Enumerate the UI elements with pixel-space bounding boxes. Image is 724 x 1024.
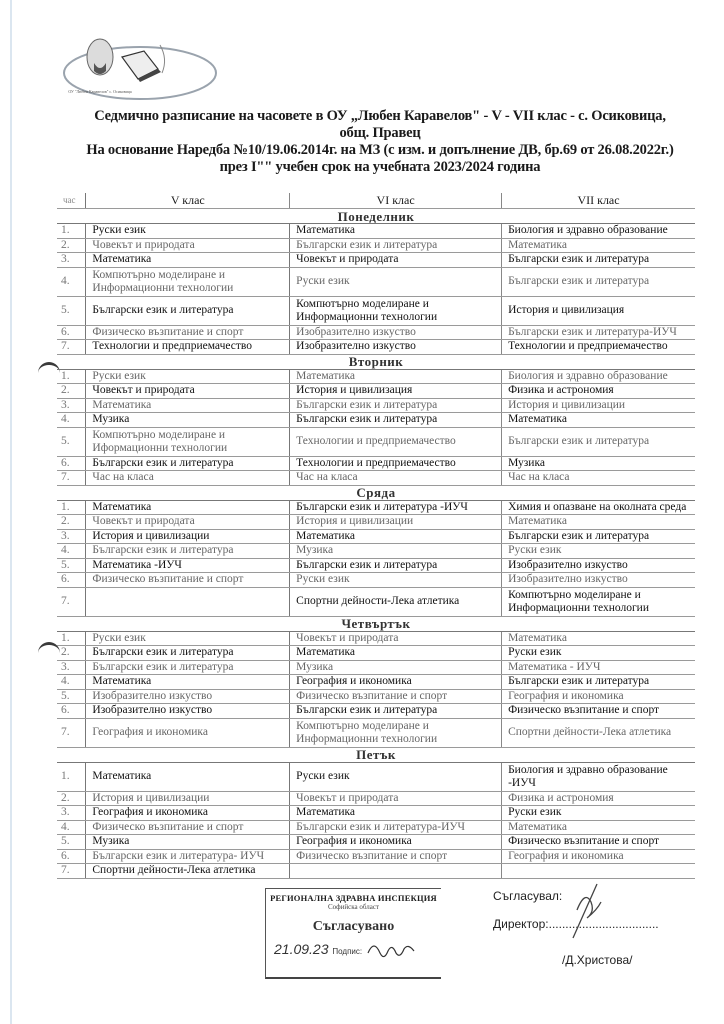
grade-6-cell: Математика — [290, 529, 502, 544]
grade-7-cell: Руски език — [502, 806, 695, 821]
grade-6-cell: Български език и литература — [290, 398, 502, 413]
grade-7-cell: Физика и астрономия — [502, 791, 695, 806]
grade-5-cell: Математика — [86, 762, 290, 791]
day-name: Петък — [57, 747, 695, 762]
hour-number-cell: 6. — [57, 573, 86, 588]
grade-5-cell: Компютърно моделиране и Иформационни технологии — [86, 427, 290, 456]
grade-6-cell: Изобразително изкуство — [290, 325, 502, 340]
grade-7-cell: Час на класа — [502, 471, 695, 486]
hour-number-cell: 5. — [57, 835, 86, 850]
grade-5-cell: Музика — [86, 413, 290, 428]
schedule-body — [57, 209, 695, 879]
column-header-hour: час — [57, 193, 86, 209]
day-header-row — [57, 747, 695, 762]
day-header-row — [57, 354, 695, 369]
table-row — [57, 791, 695, 806]
grade-6-cell: Физическо възпитание и спорт — [290, 849, 502, 864]
grade-6-cell: Изобразително изкуство — [290, 340, 502, 355]
grade-7-cell: Компютърно моделиране и Информационни технологии — [502, 587, 695, 616]
hour-number-cell: 2. — [57, 515, 86, 530]
hour-number-cell: 5. — [57, 427, 86, 456]
hour-number-cell: 1. — [57, 224, 86, 239]
hour-number-cell: 4. — [57, 820, 86, 835]
grade-6-cell: Български език и литература — [290, 704, 502, 719]
hour-number-cell: 4. — [57, 413, 86, 428]
grade-6-cell: Компютърно моделиране и Информационни технологии — [290, 718, 502, 747]
hour-number-cell: 3. — [57, 806, 86, 821]
grade-7-cell: Изобразително изкуство — [502, 558, 695, 573]
column-header-grade-5: V клас — [86, 193, 290, 209]
grade-6-cell: Час на класа — [290, 471, 502, 486]
grade-7-cell: Физическо възпитание и спорт — [502, 835, 695, 850]
grade-5-cell: Изобразително изкуство — [86, 689, 290, 704]
grade-6-cell: Спортни дейности-Лека атлетика — [290, 587, 502, 616]
day-name: Понеделник — [57, 209, 695, 224]
logo-caption: ОУ "Любен Каравелов" с. Осиковица — [68, 89, 132, 94]
hour-number-cell: 6. — [57, 849, 86, 864]
grade-5-cell: Човекът и природата — [86, 384, 290, 399]
hour-number-cell: 3. — [57, 529, 86, 544]
stamp-date: 21.09.23 — [274, 941, 329, 957]
grade-5-cell: Час на класа — [86, 471, 290, 486]
grade-6-cell: Български език и литература — [290, 558, 502, 573]
table-row — [57, 340, 695, 355]
grade-6-cell: История и цивилизация — [290, 384, 502, 399]
hour-number-cell: 3. — [57, 660, 86, 675]
grade-7-cell: История и цивилизация — [502, 296, 695, 325]
hour-number-cell: 6. — [57, 456, 86, 471]
table-row — [57, 253, 695, 268]
grade-6-cell: Човекът и природата — [290, 631, 502, 646]
hour-number-cell: 5. — [57, 689, 86, 704]
hour-number-cell: 2. — [57, 646, 86, 661]
title-line-2: общ. Правец — [339, 125, 421, 141]
grade-5-cell: Български език и литература — [86, 660, 290, 675]
table-row — [57, 762, 695, 791]
table-row — [57, 660, 695, 675]
grade-6-cell: Компютърно моделиране и Информационни технологии — [290, 296, 502, 325]
hour-number-cell: 1. — [57, 500, 86, 515]
day-header-row — [57, 616, 695, 631]
day-name: Вторник — [57, 354, 695, 369]
table-row — [57, 718, 695, 747]
hour-number-cell: 3. — [57, 253, 86, 268]
title-line-4: през I"" учебен срок на учебната 2023/2024 година — [219, 159, 541, 175]
table-row — [57, 456, 695, 471]
hour-number-cell: 3. — [57, 398, 86, 413]
grade-6-cell: Руски език — [290, 267, 502, 296]
table-row — [57, 820, 695, 835]
stamp-authority: РЕГИОНАЛНА ЗДРАВНА ИНСПЕКЦИЯ — [270, 893, 437, 903]
table-row — [57, 369, 695, 384]
day-name: Четвъртък — [57, 616, 695, 631]
title-line-3: На основание Наредба №10/19.06.2014г. на МЗ (с изм. и допълнение ДВ, бр.69 от 26.08.2022г.) — [86, 142, 674, 158]
grade-6-cell: История и цивилизации — [290, 515, 502, 530]
grade-7-cell: Изобразително изкуство — [502, 573, 695, 588]
grade-7-cell: Български език и литература — [502, 427, 695, 456]
grade-7-cell — [502, 864, 695, 879]
grade-6-cell: Човекът и природата — [290, 791, 502, 806]
table-row — [57, 267, 695, 296]
hour-number-cell: 5. — [57, 558, 86, 573]
day-header-row — [57, 485, 695, 500]
grade-6-cell: География и икономика — [290, 835, 502, 850]
grade-5-cell — [86, 587, 290, 616]
table-row — [57, 500, 695, 515]
hour-number-cell: 4. — [57, 544, 86, 559]
grade-6-cell: Български език и литература — [290, 238, 502, 253]
grade-7-cell: Български език и литература — [502, 675, 695, 690]
table-row — [57, 296, 695, 325]
grade-5-cell: Математика — [86, 253, 290, 268]
hour-number-cell: 2. — [57, 791, 86, 806]
table-row — [57, 224, 695, 239]
table-row — [57, 646, 695, 661]
table-row — [57, 398, 695, 413]
table-row — [57, 471, 695, 486]
grade-7-cell: Биология и здравно образование — [502, 224, 695, 239]
grade-7-cell: Руски език — [502, 544, 695, 559]
day-name: Сряда — [57, 485, 695, 500]
grade-7-cell: Български език и литература — [502, 253, 695, 268]
hour-number-cell: 6. — [57, 325, 86, 340]
grade-5-cell: Руски език — [86, 369, 290, 384]
grade-5-cell: Човекът и природата — [86, 238, 290, 253]
stamp-signature — [366, 941, 416, 959]
grade-5-cell: Математика — [86, 500, 290, 515]
hour-number-cell: 5. — [57, 296, 86, 325]
table-row — [57, 675, 695, 690]
stamp-date-line — [266, 941, 441, 959]
stamp-sign-label: Подпис: — [332, 947, 363, 956]
grade-7-cell: Математика — [502, 238, 695, 253]
hour-number-cell: 1. — [57, 631, 86, 646]
grade-6-cell: Музика — [290, 544, 502, 559]
grade-5-cell: Компютърно моделиране и Информационни технологии — [86, 267, 290, 296]
table-row — [57, 864, 695, 879]
table-row — [57, 238, 695, 253]
column-header-grade-6: VI клас — [290, 193, 502, 209]
grade-6-cell: Математика — [290, 369, 502, 384]
grade-7-cell: Биология и здравно образование -ИУЧ — [502, 762, 695, 791]
hour-number-cell: 7. — [57, 340, 86, 355]
hour-number-cell: 7. — [57, 864, 86, 879]
grade-7-cell: География и икономика — [502, 849, 695, 864]
director-name: /Д.Христова/ — [562, 953, 633, 967]
grade-6-cell: Руски език — [290, 573, 502, 588]
table-row — [57, 806, 695, 821]
grade-5-cell: Математика — [86, 398, 290, 413]
table-row — [57, 689, 695, 704]
grade-5-cell: Български език и литература — [86, 456, 290, 471]
table-row — [57, 544, 695, 559]
table-row — [57, 704, 695, 719]
grade-7-cell: Математика — [502, 413, 695, 428]
grade-7-cell: Математика — [502, 515, 695, 530]
grade-7-cell: Български език и литература — [502, 267, 695, 296]
grade-6-cell: Руски език — [290, 762, 502, 791]
grade-5-cell: География и икономика — [86, 806, 290, 821]
grade-6-cell — [290, 864, 502, 879]
grade-7-cell: Математика — [502, 820, 695, 835]
grade-6-cell: Български език и литература — [290, 413, 502, 428]
table-row — [57, 573, 695, 588]
grade-7-cell: Руски език — [502, 646, 695, 661]
title-line-1: Седмично разписание на часовете в ОУ „Любен Каравелов" - V - VII клас - с. Осиковица, — [94, 108, 666, 124]
grade-5-cell: Физическо възпитание и спорт — [86, 325, 290, 340]
grade-6-cell: Физическо възпитание и спорт — [290, 689, 502, 704]
grade-5-cell: Физическо възпитание и спорт — [86, 573, 290, 588]
grade-5-cell: История и цивилизации — [86, 791, 290, 806]
director-signature — [567, 880, 607, 940]
approval-stamp — [265, 888, 441, 979]
hour-number-cell: 1. — [57, 369, 86, 384]
grade-5-cell: Български език и литература — [86, 646, 290, 661]
grade-5-cell: Физическо възпитание и спорт — [86, 820, 290, 835]
grade-5-cell: Изобразително изкуство — [86, 704, 290, 719]
table-row — [57, 587, 695, 616]
grade-5-cell: Български език и литература — [86, 544, 290, 559]
grade-6-cell: Български език и литература-ИУЧ — [290, 820, 502, 835]
table-row — [57, 427, 695, 456]
grade-6-cell: Математика — [290, 224, 502, 239]
hour-number-cell: 4. — [57, 675, 86, 690]
school-logo — [60, 35, 220, 105]
hour-number-cell: 7. — [57, 718, 86, 747]
grade-7-cell: Математика — [502, 631, 695, 646]
grade-5-cell: Спортни дейности-Лека атлетика — [86, 864, 290, 879]
grade-6-cell: География и икономика — [290, 675, 502, 690]
grade-5-cell: История и цивилизации — [86, 529, 290, 544]
grade-7-cell: Физическо възпитание и спорт — [502, 704, 695, 719]
table-row — [57, 413, 695, 428]
grade-5-cell: Български език и литература- ИУЧ — [86, 849, 290, 864]
grade-7-cell: Технологии и предприемачество — [502, 340, 695, 355]
grade-5-cell: Математика -ИУЧ — [86, 558, 290, 573]
schedule-table — [57, 193, 695, 879]
grade-7-cell: Математика - ИУЧ — [502, 660, 695, 675]
grade-7-cell: Спортни дейности-Лека атлетика — [502, 718, 695, 747]
hour-number-cell: 2. — [57, 384, 86, 399]
table-row — [57, 325, 695, 340]
header-row — [57, 193, 695, 209]
hour-number-cell: 7. — [57, 471, 86, 486]
column-header-grade-7: VII клас — [502, 193, 695, 209]
grade-5-cell: Технологии и предприемачество — [86, 340, 290, 355]
grade-6-cell: Математика — [290, 806, 502, 821]
hour-number-cell: 7. — [57, 587, 86, 616]
table-row — [57, 631, 695, 646]
grade-7-cell: Музика — [502, 456, 695, 471]
grade-5-cell: Български език и литература — [86, 296, 290, 325]
grade-6-cell: Човекът и природата — [290, 253, 502, 268]
grade-6-cell: Български език и литература -ИУЧ — [290, 500, 502, 515]
page-edge — [10, 0, 12, 1024]
grade-7-cell: Биология и здравно образование — [502, 369, 695, 384]
director-label: Директор:................................. — [493, 917, 659, 931]
grade-5-cell: География и икономика — [86, 718, 290, 747]
grade-5-cell: Човекът и природата — [86, 515, 290, 530]
stamp-agreed: Съгласувано — [312, 919, 395, 934]
agreed-label: Съгласувал: — [493, 889, 563, 903]
grade-7-cell: География и икономика — [502, 689, 695, 704]
grade-5-cell: Руски език — [86, 631, 290, 646]
day-header-row — [57, 209, 695, 224]
table-row — [57, 558, 695, 573]
hour-number-cell: 1. — [57, 762, 86, 791]
grade-5-cell: Музика — [86, 835, 290, 850]
grade-5-cell: Руски език — [86, 224, 290, 239]
grade-6-cell: Музика — [290, 660, 502, 675]
grade-7-cell: Химия и опазване на околната среда — [502, 500, 695, 515]
grade-6-cell: Технологии и предприемачество — [290, 427, 502, 456]
hour-number-cell: 6. — [57, 704, 86, 719]
grade-7-cell: Български език и литература — [502, 529, 695, 544]
grade-7-cell: История и цивилизации — [502, 398, 695, 413]
table-row — [57, 515, 695, 530]
hour-number-cell: 2. — [57, 238, 86, 253]
table-row — [57, 529, 695, 544]
grade-5-cell: Математика — [86, 675, 290, 690]
grade-7-cell: Физика и астрономия — [502, 384, 695, 399]
table-row — [57, 835, 695, 850]
grade-7-cell: Български език и литература-ИУЧ — [502, 325, 695, 340]
grade-6-cell: Математика — [290, 646, 502, 661]
table-row — [57, 384, 695, 399]
grade-6-cell: Технологии и предприемачество — [290, 456, 502, 471]
hour-number-cell: 4. — [57, 267, 86, 296]
table-row — [57, 849, 695, 864]
stamp-region: Софийска област — [327, 903, 380, 911]
